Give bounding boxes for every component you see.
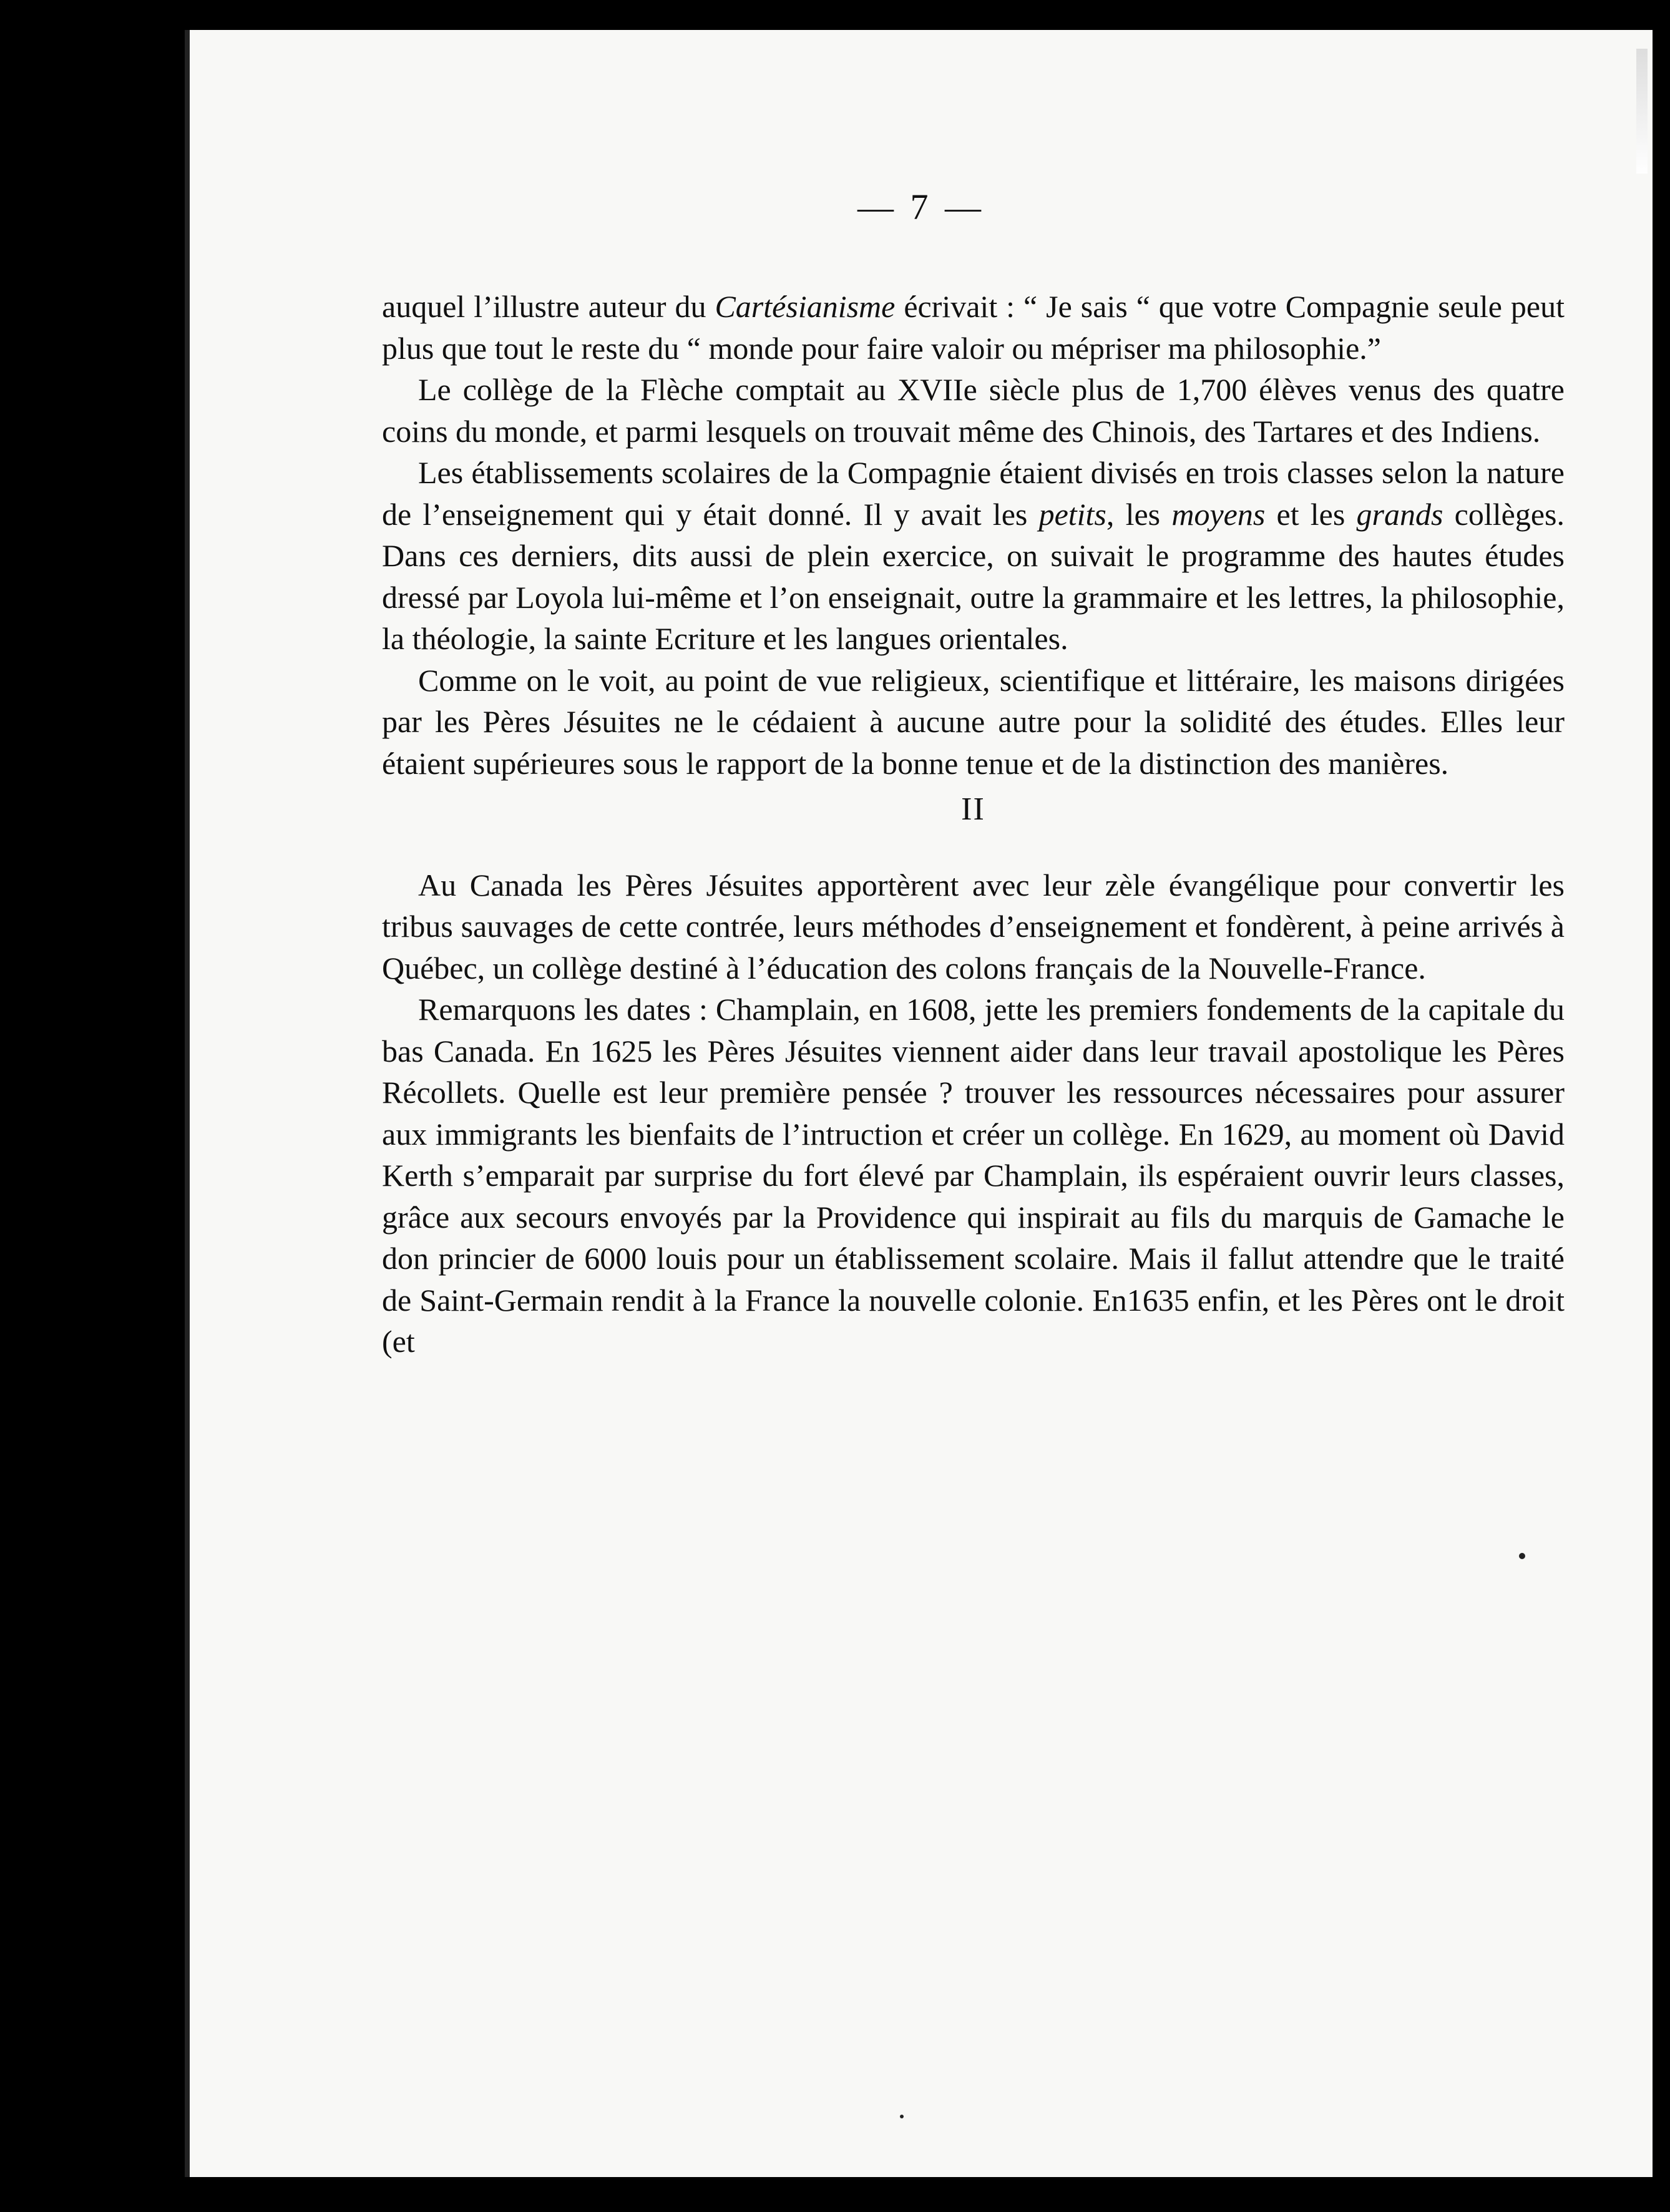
ink-speck (900, 2115, 904, 2118)
paragraph-2: Le collège de la Flèche comptait au XVIIe siècle plus de 1,700 élèves venus des quatre coins du monde, et parmi lesquels on trouvait même des Chinois, des Tartares et des Indiens. (382, 372, 1565, 449)
page-number: — 7 — (857, 187, 985, 227)
grands-italic: grands (1356, 496, 1443, 532)
scanned-page (185, 30, 1653, 2177)
paragraph-3-part-b: , les (1106, 496, 1172, 532)
paragraph-1-end: écrivait : “ Je sais “ que votre Compagnie seule peut plus que tout le reste du “ monde pour faire valoir ou mépriser ma philosophie.” (382, 289, 1565, 366)
paragraph-5: Au Canada les Pères Jésuites apportèrent avec leur zèle évangélique pour convertir les tribus sauvages de cette contrée, leurs méthodes d’enseignement et fondèrent, à peine arrivés à Québec, un collège destiné à l’éducation des colons français de la Nouvelle-France. (382, 867, 1565, 986)
cartesianisme-italic: Cartésianisme (715, 289, 896, 324)
ink-speck (1519, 1553, 1525, 1559)
paragraph-4: Comme on le voit, au point de vue religieux, scientifique et littéraire, les maisons dirigées par les Pères Jésuites ne le cédaient à aucune autre pour la solidité des études. Elles leur étaient supérieures sous le rapport de la bonne tenue et de la distinction des manières. (382, 662, 1565, 781)
paragraph-1-start: auquel l’illustre auteur du (382, 289, 715, 324)
page-edge-shadow (1636, 49, 1648, 174)
moyens-italic: moyens (1171, 496, 1266, 532)
section-heading: II (961, 791, 985, 827)
paragraph-6: Remarquons les dates : Champlain, en 1608, jette les premiers fondements de la capitale du bas Canada. En 1625 les Pères Jésuites viennent aider dans leur travail apostolique les Pères Récollets. Quelle est leur première pensée ? trouver les ressources nécessaires pour assurer aux immigrants les bienfaits de l’intruction et créer un collège. En 1629, au moment où David Kerth s’emparait par surprise du fort élevé par Champlain, ils espéraient ouvrir leurs classes, grâce aux secours envoyés par la Providence qui inspirait au fils du marquis de Gamache le don princier de 6000 louis pour un établissement scolaire. Mais il fallut attendre que le traité de Saint-Germain rendit à la France la nouvelle colonie. En1635 enfin, et les Pères ont le droit (et (382, 992, 1565, 1359)
petits-italic: petits (1038, 496, 1106, 532)
paragraph-3-part-d: collèges. Dans ces derniers, dits aussi de plein exercice, on suivait le programme des hautes études dressé par Loyola lui-même et l’on enseignait, outre la grammaire et les lettres, la philosophie, la théologie, la sainte Ecriture et les langues orientales. (382, 496, 1565, 656)
paragraph-3-part-a: Les établissements scolaires de la Compagnie étaient divisés en trois classes selon la nature de l’enseignement qui y était donné. Il y avait les (382, 455, 1565, 532)
paragraph-3 (382, 452, 1565, 660)
paragraph-3-part-c: et les (1265, 496, 1357, 532)
paragraph-1 (382, 286, 1565, 369)
body-text (382, 286, 1565, 1363)
